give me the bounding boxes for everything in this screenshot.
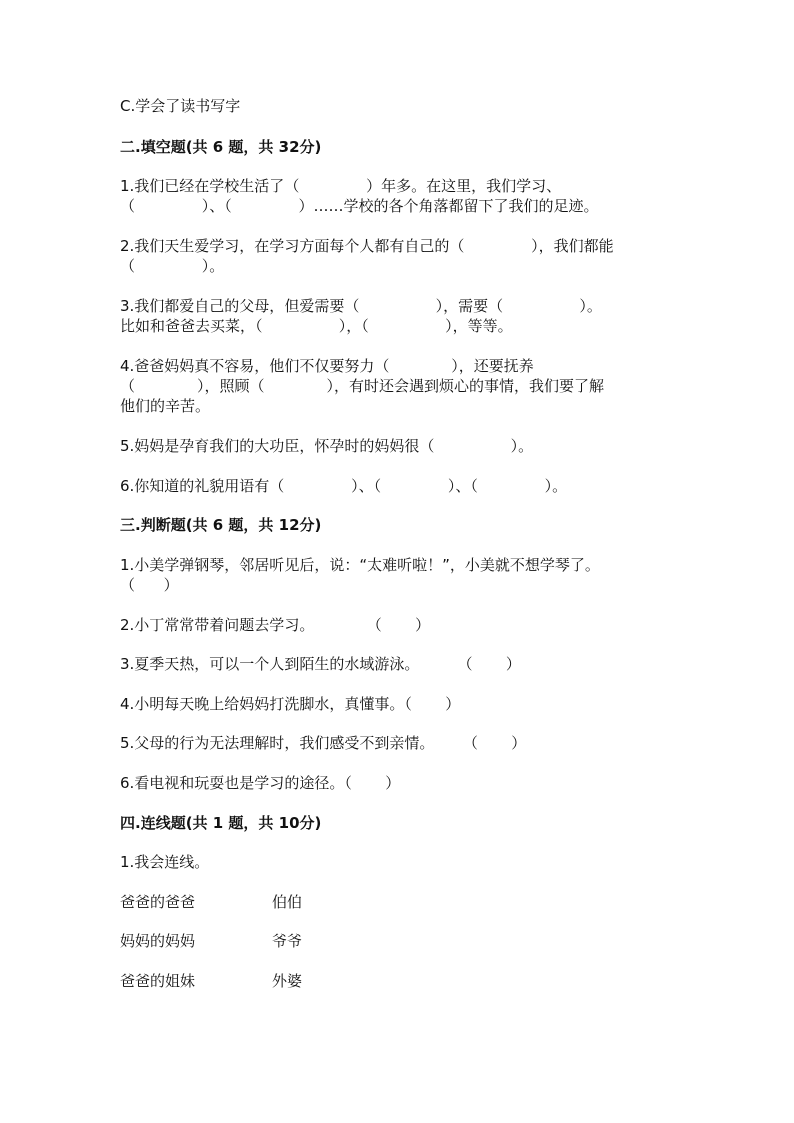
fill-q4-line3: 他们的辛苦。 <box>120 397 211 415</box>
fill-q6: 6.你知道的礼貌用语有（ ）、（ ）、（ ）。 <box>120 477 568 495</box>
fill-q4-line1: 4.爸爸妈妈真不容易，他们不仅要努力（ ），还要抚养 <box>120 357 534 375</box>
section-title-fill-in: 二.填空题(共 6 题，共 32分) <box>120 138 322 156</box>
option-c: C.学会了读书写字 <box>120 97 241 115</box>
judge-q1-line1: 1.小美学弹钢琴，邻居听见后，说：“太难听啦！”，小美就不想学琴了。 <box>120 556 600 574</box>
section-title-match: 四.连线题(共 1 题，共 10分) <box>120 814 322 832</box>
judge-q6: 6.看电视和玩耍也是学习的途径。（ ） <box>120 774 401 792</box>
judge-q3: 3.夏季天热，可以一个人到陌生的水域游泳。 （ ） <box>120 655 521 673</box>
fill-q1-line1: 1.我们已经在学校生活了（ ）年多。在这里，我们学习、 <box>120 177 562 195</box>
match-left-item: 爸爸的姐妹 <box>120 972 196 990</box>
fill-q3-line1: 3.我们都爱自己的父母，但爱需要（ ），需要（ ）。 <box>120 297 602 315</box>
fill-q2-line2: （ ）。 <box>120 257 225 275</box>
match-right-item: 爷爷 <box>272 932 303 950</box>
judge-q2: 2.小丁常常带着问题去学习。 （ ） <box>120 616 431 634</box>
match-left-item: 妈妈的妈妈 <box>120 932 196 950</box>
fill-q1-line2: （ ）、（ ）……学校的各个角落都留下了我们的足迹。 <box>120 197 599 215</box>
section-title-judge: 三.判断题(共 6 题，共 12分) <box>120 516 322 534</box>
fill-q5: 5.妈妈是孕育我们的大功臣，怀孕时的妈妈很（ ）。 <box>120 437 534 455</box>
judge-q1-line2: （ ） <box>120 576 179 594</box>
fill-q4-line2: （ ），照顾（ ），有时还会遇到烦心的事情，我们要了解 <box>120 377 604 395</box>
match-right-item: 外婆 <box>272 972 303 990</box>
match-left-item: 爸爸的爸爸 <box>120 893 196 911</box>
fill-q3-line2: 比如和爸爸去买菜，（ ），（ ），等等。 <box>120 317 513 335</box>
match-q1: 1.我会连线。 <box>120 853 210 871</box>
match-right-item: 伯伯 <box>272 893 303 911</box>
fill-q2-line1: 2.我们天生爱学习，在学习方面每个人都有自己的（ ），我们都能 <box>120 237 614 255</box>
judge-q5: 5.父母的行为无法理解时，我们感受不到亲情。 （ ） <box>120 734 527 752</box>
judge-q4: 4.小明每天晚上给妈妈打洗脚水，真懂事。（ ） <box>120 695 461 713</box>
